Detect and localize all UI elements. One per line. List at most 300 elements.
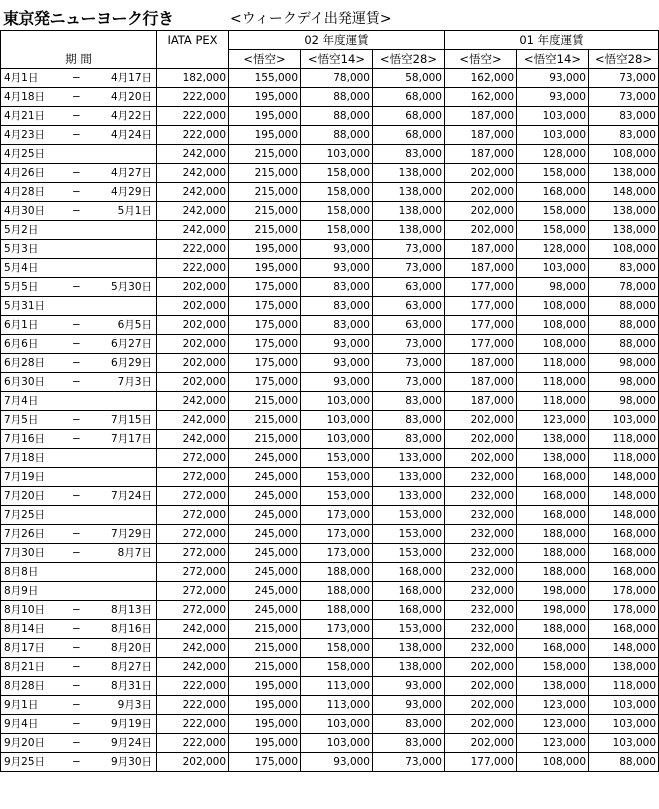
- period-dash: −: [72, 680, 81, 692]
- period-dash: −: [72, 547, 81, 559]
- period-cell: [1, 525, 157, 544]
- fare-01-goku14-cell: 123,000: [517, 734, 589, 753]
- fare-01-goku-cell: 202,000: [445, 696, 517, 715]
- fare-02-goku28-cell: 63,000: [373, 316, 445, 335]
- period-cell: [1, 183, 157, 202]
- fare-02-goku28-cell: 138,000: [373, 221, 445, 240]
- table-row: [1, 734, 659, 753]
- table-row: [1, 563, 659, 582]
- fare-01-goku-cell: 177,000: [445, 753, 517, 772]
- table-row: [1, 753, 659, 772]
- fare-01-goku14-cell: 103,000: [517, 126, 589, 145]
- table-row: [1, 487, 659, 506]
- fare-01-goku-cell: 177,000: [445, 316, 517, 335]
- fare-01-goku-cell: 202,000: [445, 658, 517, 677]
- period-to: 7月24日: [110, 490, 152, 502]
- iata-pex-cell: 242,000: [157, 411, 229, 430]
- fare-01-goku14-cell: 118,000: [517, 373, 589, 392]
- fare-01-goku28-cell: 83,000: [589, 259, 659, 278]
- fare-02-goku28-cell: 73,000: [373, 259, 445, 278]
- table-row: [1, 202, 659, 221]
- period-cell: [1, 164, 157, 183]
- period-from: 4月25日: [4, 148, 46, 160]
- period-from: 9月4日: [4, 718, 39, 730]
- fare-01-goku14-cell: 108,000: [517, 316, 589, 335]
- fare-01-goku28-cell: 88,000: [589, 316, 659, 335]
- fare-02-goku-cell: 195,000: [229, 734, 301, 753]
- fare-01-goku-cell: 187,000: [445, 373, 517, 392]
- period-cell: [1, 69, 157, 88]
- fare-02-goku14-cell: 188,000: [301, 601, 373, 620]
- fare-02-goku14-cell: 88,000: [301, 88, 373, 107]
- fare-02-goku-cell: 175,000: [229, 753, 301, 772]
- fare-01-goku-cell: 187,000: [445, 240, 517, 259]
- period-dash: −: [72, 319, 81, 331]
- fare-02-goku-cell: 175,000: [229, 316, 301, 335]
- fare-01-goku28-cell: 138,000: [589, 221, 659, 240]
- fare-02-goku-cell: 195,000: [229, 259, 301, 278]
- fare-02-goku14-cell: 88,000: [301, 107, 373, 126]
- fare-01-goku14-cell: 198,000: [517, 601, 589, 620]
- fare-02-goku-cell: 155,000: [229, 69, 301, 88]
- table-row: [1, 411, 659, 430]
- fare-02-goku14-cell: 93,000: [301, 354, 373, 373]
- fare-01-goku-cell: 202,000: [445, 183, 517, 202]
- fare-01-goku-cell: 187,000: [445, 259, 517, 278]
- header-sub-01-goku28: <悟空28>: [589, 50, 659, 69]
- table-row: [1, 335, 659, 354]
- fare-02-goku28-cell: 83,000: [373, 411, 445, 430]
- fare-02-goku14-cell: 113,000: [301, 696, 373, 715]
- fare-01-goku14-cell: 158,000: [517, 221, 589, 240]
- period-to: 4月22日: [110, 110, 152, 122]
- fare-02-goku28-cell: 83,000: [373, 392, 445, 411]
- table-row: [1, 392, 659, 411]
- period-from: 8月28日: [4, 680, 46, 692]
- fare-01-goku28-cell: 103,000: [589, 696, 659, 715]
- header-sub-02-goku14: <悟空14>: [301, 50, 373, 69]
- period-cell: [1, 563, 157, 582]
- fare-02-goku28-cell: 63,000: [373, 297, 445, 316]
- fare-02-goku-cell: 175,000: [229, 373, 301, 392]
- fare-01-goku-cell: 202,000: [445, 411, 517, 430]
- fare-01-goku-cell: 202,000: [445, 202, 517, 221]
- fare-01-goku28-cell: 178,000: [589, 582, 659, 601]
- fare-02-goku14-cell: 188,000: [301, 582, 373, 601]
- period-dash: −: [72, 186, 81, 198]
- period-from: 6月1日: [4, 319, 39, 331]
- fare-02-goku14-cell: 103,000: [301, 430, 373, 449]
- period-from: 4月26日: [4, 167, 46, 179]
- fare-01-goku28-cell: 88,000: [589, 335, 659, 354]
- period-to: 5月1日: [117, 205, 152, 217]
- period-to: 8月27日: [110, 661, 152, 673]
- period-dash: −: [72, 490, 81, 502]
- fare-01-goku-cell: 232,000: [445, 639, 517, 658]
- fare-02-goku-cell: 245,000: [229, 468, 301, 487]
- period-from: 7月19日: [4, 471, 46, 483]
- iata-pex-cell: 272,000: [157, 525, 229, 544]
- period-dash: −: [72, 414, 81, 426]
- period-cell: [1, 677, 157, 696]
- fare-02-goku14-cell: 158,000: [301, 183, 373, 202]
- fare-01-goku-cell: 202,000: [445, 715, 517, 734]
- fare-02-goku28-cell: 93,000: [373, 677, 445, 696]
- period-cell: [1, 715, 157, 734]
- fare-01-goku14-cell: 188,000: [517, 563, 589, 582]
- fare-02-goku14-cell: 93,000: [301, 753, 373, 772]
- fare-02-goku14-cell: 88,000: [301, 126, 373, 145]
- fare-01-goku-cell: 202,000: [445, 164, 517, 183]
- period-to: 4月24日: [110, 129, 152, 141]
- period-cell: [1, 202, 157, 221]
- period-cell: [1, 278, 157, 297]
- fare-02-goku28-cell: 68,000: [373, 126, 445, 145]
- fare-01-goku28-cell: 118,000: [589, 449, 659, 468]
- table-row: [1, 601, 659, 620]
- period-from: 9月25日: [4, 756, 46, 768]
- table-row: [1, 278, 659, 297]
- table-row: [1, 221, 659, 240]
- period-dash: −: [72, 756, 81, 768]
- iata-pex-cell: 202,000: [157, 278, 229, 297]
- fare-01-goku14-cell: 168,000: [517, 183, 589, 202]
- fare-02-goku28-cell: 63,000: [373, 278, 445, 297]
- period-to: 9月30日: [110, 756, 152, 768]
- fare-02-goku-cell: 215,000: [229, 392, 301, 411]
- period-dash: −: [72, 72, 81, 84]
- fare-01-goku14-cell: 118,000: [517, 354, 589, 373]
- period-from: 5月2日: [4, 224, 39, 236]
- fare-01-goku28-cell: 138,000: [589, 202, 659, 221]
- fare-02-goku14-cell: 83,000: [301, 316, 373, 335]
- period-to: 5月30日: [110, 281, 152, 293]
- fare-01-goku14-cell: 123,000: [517, 696, 589, 715]
- iata-pex-cell: 242,000: [157, 164, 229, 183]
- period-from: 7月4日: [4, 395, 39, 407]
- fare-02-goku28-cell: 138,000: [373, 183, 445, 202]
- fare-02-goku28-cell: 168,000: [373, 563, 445, 582]
- fare-02-goku-cell: 245,000: [229, 449, 301, 468]
- period-from: 9月1日: [4, 699, 39, 711]
- fare-02-goku-cell: 195,000: [229, 715, 301, 734]
- fare-02-goku14-cell: 158,000: [301, 658, 373, 677]
- fare-02-goku28-cell: 133,000: [373, 449, 445, 468]
- period-from: 6月30日: [4, 376, 46, 388]
- period-dash: −: [72, 281, 81, 293]
- period-dash: −: [72, 110, 81, 122]
- iata-pex-cell: 222,000: [157, 696, 229, 715]
- fare-02-goku28-cell: 138,000: [373, 164, 445, 183]
- period-cell: [1, 411, 157, 430]
- fare-01-goku28-cell: 168,000: [589, 544, 659, 563]
- period-dash: −: [72, 528, 81, 540]
- table-row: [1, 430, 659, 449]
- fare-02-goku-cell: 175,000: [229, 297, 301, 316]
- period-dash: −: [72, 699, 81, 711]
- iata-pex-cell: 202,000: [157, 316, 229, 335]
- period-from: 6月28日: [4, 357, 46, 369]
- fare-02-goku-cell: 215,000: [229, 620, 301, 639]
- fare-01-goku-cell: 187,000: [445, 354, 517, 373]
- iata-pex-cell: 242,000: [157, 183, 229, 202]
- period-cell: [1, 107, 157, 126]
- table-row: [1, 506, 659, 525]
- fare-02-goku28-cell: 83,000: [373, 734, 445, 753]
- period-from: 4月23日: [4, 129, 46, 141]
- table-row: [1, 677, 659, 696]
- header-sub-02-goku28: <悟空28>: [373, 50, 445, 69]
- fare-01-goku28-cell: 138,000: [589, 164, 659, 183]
- iata-pex-cell: 222,000: [157, 88, 229, 107]
- fare-02-goku14-cell: 173,000: [301, 544, 373, 563]
- iata-pex-cell: 182,000: [157, 69, 229, 88]
- iata-pex-cell: 242,000: [157, 221, 229, 240]
- fare-01-goku-cell: 202,000: [445, 221, 517, 240]
- table-row: [1, 639, 659, 658]
- fare-02-goku28-cell: 68,000: [373, 107, 445, 126]
- fare-02-goku28-cell: 73,000: [373, 753, 445, 772]
- fare-01-goku28-cell: 103,000: [589, 411, 659, 430]
- header-iata: IATA PEX: [157, 31, 229, 69]
- iata-pex-cell: 202,000: [157, 753, 229, 772]
- fare-02-goku-cell: 245,000: [229, 563, 301, 582]
- fare-02-goku14-cell: 103,000: [301, 715, 373, 734]
- fare-01-goku28-cell: 148,000: [589, 468, 659, 487]
- fare-01-goku14-cell: 198,000: [517, 582, 589, 601]
- table-row: [1, 354, 659, 373]
- table-row: [1, 69, 659, 88]
- fare-02-goku14-cell: 158,000: [301, 202, 373, 221]
- period-from: 7月16日: [4, 433, 46, 445]
- period-cell: [1, 487, 157, 506]
- fare-01-goku28-cell: 108,000: [589, 145, 659, 164]
- fare-01-goku28-cell: 103,000: [589, 715, 659, 734]
- fare-02-goku14-cell: 93,000: [301, 335, 373, 354]
- fare-02-goku-cell: 215,000: [229, 658, 301, 677]
- header-period: 期 間: [1, 31, 157, 69]
- fare-02-goku14-cell: 173,000: [301, 525, 373, 544]
- fare-02-goku-cell: 195,000: [229, 696, 301, 715]
- fare-02-goku-cell: 175,000: [229, 335, 301, 354]
- table-row: [1, 126, 659, 145]
- fare-02-goku-cell: 245,000: [229, 525, 301, 544]
- period-to: 9月24日: [110, 737, 152, 749]
- fare-02-goku-cell: 195,000: [229, 240, 301, 259]
- period-dash: −: [72, 129, 81, 141]
- fare-02-goku-cell: 245,000: [229, 506, 301, 525]
- period-cell: [1, 240, 157, 259]
- period-from: 8月17日: [4, 642, 46, 654]
- iata-pex-cell: 222,000: [157, 126, 229, 145]
- period-from: 5月5日: [4, 281, 39, 293]
- fare-02-goku14-cell: 158,000: [301, 221, 373, 240]
- iata-pex-cell: 222,000: [157, 107, 229, 126]
- fare-01-goku28-cell: 78,000: [589, 278, 659, 297]
- fare-02-goku28-cell: 83,000: [373, 145, 445, 164]
- iata-pex-cell: 242,000: [157, 639, 229, 658]
- fare-02-goku14-cell: 93,000: [301, 259, 373, 278]
- period-cell: [1, 221, 157, 240]
- fare-01-goku-cell: 232,000: [445, 468, 517, 487]
- fare-02-goku14-cell: 153,000: [301, 468, 373, 487]
- fare-02-goku-cell: 245,000: [229, 487, 301, 506]
- fare-01-goku28-cell: 103,000: [589, 734, 659, 753]
- fare-01-goku28-cell: 148,000: [589, 639, 659, 658]
- fare-02-goku-cell: 215,000: [229, 183, 301, 202]
- period-cell: [1, 620, 157, 639]
- fare-02-goku-cell: 175,000: [229, 354, 301, 373]
- period-cell: [1, 259, 157, 278]
- iata-pex-cell: 222,000: [157, 734, 229, 753]
- fare-02-goku28-cell: 73,000: [373, 240, 445, 259]
- period-from: 8月21日: [4, 661, 46, 673]
- period-cell: [1, 335, 157, 354]
- fare-01-goku28-cell: 88,000: [589, 753, 659, 772]
- fare-02-goku28-cell: 68,000: [373, 88, 445, 107]
- period-dash: −: [72, 661, 81, 673]
- period-to: 8月7日: [117, 547, 152, 559]
- header-sub-01-goku: <悟空>: [445, 50, 517, 69]
- table-row: [1, 658, 659, 677]
- fare-01-goku28-cell: 168,000: [589, 620, 659, 639]
- fare-01-goku-cell: 232,000: [445, 487, 517, 506]
- table-row: [1, 620, 659, 639]
- fare-01-goku28-cell: 148,000: [589, 506, 659, 525]
- fare-01-goku-cell: 202,000: [445, 430, 517, 449]
- period-cell: [1, 392, 157, 411]
- fare-02-goku28-cell: 133,000: [373, 487, 445, 506]
- fare-01-goku28-cell: 168,000: [589, 563, 659, 582]
- period-dash: −: [72, 433, 81, 445]
- table-row: [1, 183, 659, 202]
- fare-02-goku-cell: 215,000: [229, 221, 301, 240]
- fare-01-goku14-cell: 138,000: [517, 430, 589, 449]
- fare-02-goku14-cell: 93,000: [301, 240, 373, 259]
- fare-02-goku-cell: 215,000: [229, 430, 301, 449]
- fare-02-goku28-cell: 168,000: [373, 582, 445, 601]
- fare-02-goku14-cell: 93,000: [301, 373, 373, 392]
- fare-02-goku14-cell: 103,000: [301, 145, 373, 164]
- period-from: 4月1日: [4, 72, 39, 84]
- table-row: [1, 88, 659, 107]
- period-from: 7月18日: [4, 452, 46, 464]
- period-to: 7月3日: [117, 376, 152, 388]
- header-year02: 02 年度運賃: [229, 31, 445, 50]
- table-row: [1, 316, 659, 335]
- iata-pex-cell: 242,000: [157, 202, 229, 221]
- fare-01-goku-cell: 232,000: [445, 582, 517, 601]
- fare-01-goku14-cell: 188,000: [517, 620, 589, 639]
- fare-01-goku14-cell: 108,000: [517, 297, 589, 316]
- period-to: 7月29日: [110, 528, 152, 540]
- period-from: 4月18日: [4, 91, 46, 103]
- period-to: 6月27日: [110, 338, 152, 350]
- fare-02-goku14-cell: 158,000: [301, 639, 373, 658]
- table-row: [1, 544, 659, 563]
- fare-02-goku28-cell: 133,000: [373, 468, 445, 487]
- fare-02-goku28-cell: 73,000: [373, 335, 445, 354]
- fare-01-goku28-cell: 98,000: [589, 354, 659, 373]
- table-row: [1, 715, 659, 734]
- period-from: 7月26日: [4, 528, 46, 540]
- fare-01-goku-cell: 177,000: [445, 335, 517, 354]
- period-cell: [1, 544, 157, 563]
- fare-02-goku14-cell: 103,000: [301, 392, 373, 411]
- fare-01-goku28-cell: 148,000: [589, 183, 659, 202]
- iata-pex-cell: 222,000: [157, 240, 229, 259]
- fare-01-goku28-cell: 73,000: [589, 88, 659, 107]
- fare-01-goku-cell: 202,000: [445, 677, 517, 696]
- fare-01-goku-cell: 232,000: [445, 544, 517, 563]
- iata-pex-cell: 272,000: [157, 582, 229, 601]
- period-cell: [1, 658, 157, 677]
- header-sub-01-goku14: <悟空14>: [517, 50, 589, 69]
- period-cell: [1, 449, 157, 468]
- period-cell: [1, 753, 157, 772]
- fare-02-goku-cell: 245,000: [229, 601, 301, 620]
- fare-02-goku14-cell: 188,000: [301, 563, 373, 582]
- fare-01-goku-cell: 187,000: [445, 126, 517, 145]
- page-title: 東京発ニューヨーク行き: [3, 9, 174, 28]
- period-cell: [1, 145, 157, 164]
- period-dash: −: [72, 91, 81, 103]
- period-from: 7月25日: [4, 509, 46, 521]
- fare-01-goku-cell: 232,000: [445, 601, 517, 620]
- period-from: 4月28日: [4, 186, 46, 198]
- fare-01-goku14-cell: 138,000: [517, 449, 589, 468]
- period-to: 4月27日: [110, 167, 152, 179]
- fare-02-goku14-cell: 83,000: [301, 278, 373, 297]
- period-cell: [1, 468, 157, 487]
- fare-02-goku14-cell: 103,000: [301, 734, 373, 753]
- period-from: 7月5日: [4, 414, 39, 426]
- period-dash: −: [72, 642, 81, 654]
- fare-01-goku14-cell: 158,000: [517, 658, 589, 677]
- period-from: 8月9日: [4, 585, 39, 597]
- fare-01-goku-cell: 177,000: [445, 297, 517, 316]
- fare-01-goku-cell: 177,000: [445, 278, 517, 297]
- fare-02-goku-cell: 195,000: [229, 677, 301, 696]
- fare-01-goku-cell: 202,000: [445, 449, 517, 468]
- fare-01-goku28-cell: 98,000: [589, 373, 659, 392]
- period-dash: −: [72, 338, 81, 350]
- fare-01-goku14-cell: 123,000: [517, 715, 589, 734]
- fare-01-goku28-cell: 118,000: [589, 430, 659, 449]
- fare-table: [0, 30, 659, 772]
- fare-01-goku14-cell: 108,000: [517, 753, 589, 772]
- period-from: 8月14日: [4, 623, 46, 635]
- period-dash: −: [72, 357, 81, 369]
- period-dash: −: [72, 205, 81, 217]
- table-row: [1, 373, 659, 392]
- fare-01-goku14-cell: 128,000: [517, 145, 589, 164]
- table-row: [1, 107, 659, 126]
- period-to: 8月31日: [110, 680, 152, 692]
- header-sub-02-goku: <悟空>: [229, 50, 301, 69]
- fare-02-goku28-cell: 73,000: [373, 373, 445, 392]
- period-to: 4月29日: [110, 186, 152, 198]
- iata-pex-cell: 242,000: [157, 392, 229, 411]
- fare-01-goku14-cell: 108,000: [517, 335, 589, 354]
- fare-02-goku28-cell: 153,000: [373, 506, 445, 525]
- fare-02-goku14-cell: 103,000: [301, 411, 373, 430]
- table-row: [1, 696, 659, 715]
- fare-01-goku14-cell: 158,000: [517, 164, 589, 183]
- header-year01: 01 年度運賃: [445, 31, 659, 50]
- title-row: [0, 0, 659, 30]
- fare-01-goku28-cell: 83,000: [589, 107, 659, 126]
